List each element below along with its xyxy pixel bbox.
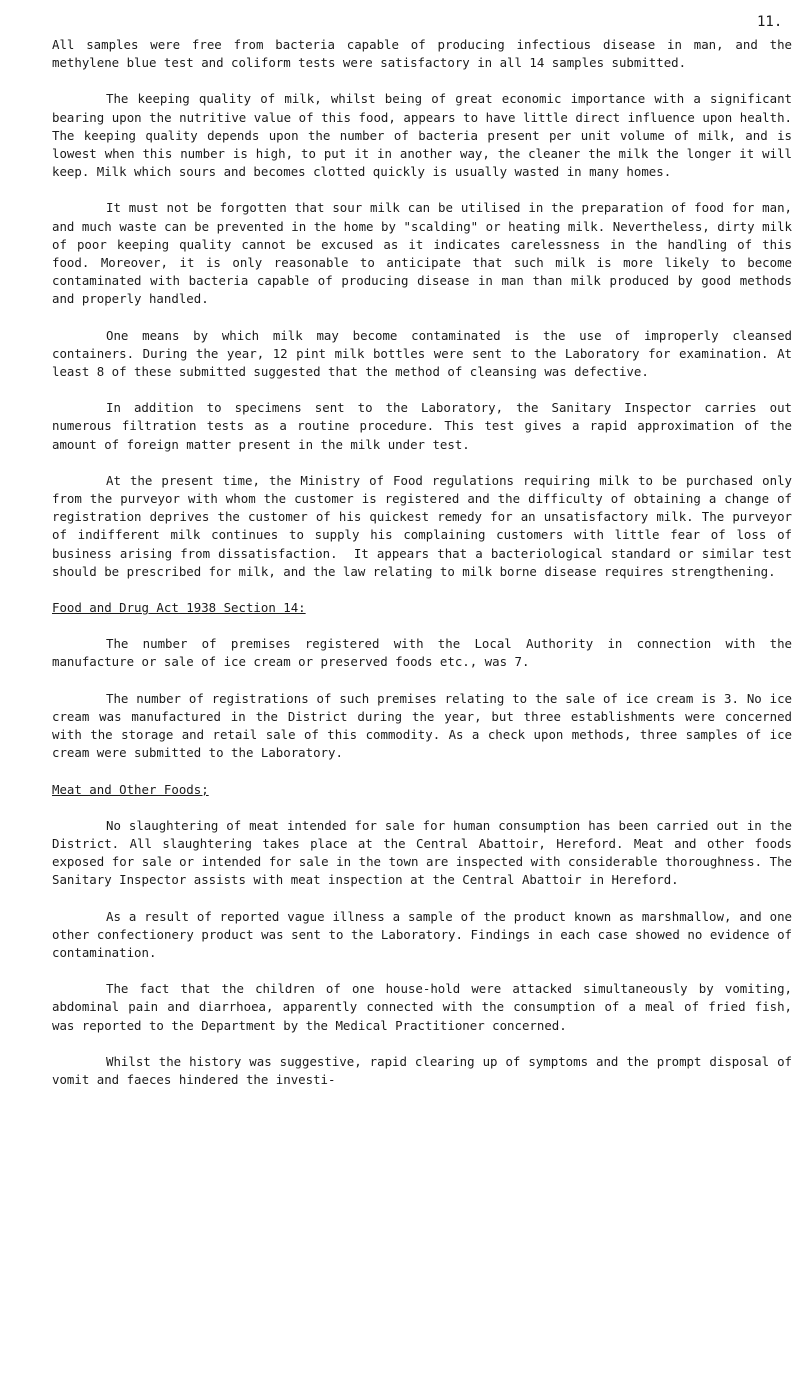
- paragraph-containers: One means by which milk may become contaminated is the use of improperly cleansed containers. During the year, 12 pint milk bottles were sent to the Laboratory for examination. At least 8 of these submitted suggested that the method of cleansing was defective.: [52, 327, 800, 380]
- paragraph-ice-cream: The number of registrations of such premises relating to the sale of ice cream is 3. No ice cream was manufactured in the District during the year, but three establishments were concerned with the storage and retail sale of this commodity. As a check upon methods, three samples of ice cream were submitted to the Laboratory.: [52, 690, 800, 761]
- paragraph-samples-result: All samples were free from bacteria capable of producing infectious disease in man, and the methylene blue test and coliform tests were satisfactory in all 14 samples submitted.: [52, 37, 800, 71]
- paragraph-history: Whilst the history was suggestive, rapid clearing up of symptoms and the prompt disposal of vomit and faeces hindered the investi-: [52, 1053, 800, 1087]
- paragraph-registered-premises: The number of premises registered with the Local Authority in connection with the manufacture or sale of ice cream or preserved foods etc., was 7.: [52, 636, 800, 670]
- section-heading-meat-foods: Meat and Other Foods;: [52, 781, 209, 797]
- paragraph-slaughtering: No slaughtering of meat intended for sale for human consumption has been carried out in the District. All slaughtering takes place at the Central Abattoir, Hereford. Meat and other foods exposed for sale or intended for sale in the town are inspected with considerable thoroughness. The Sanitary Inspector assists with meat inspection at the Central Abattoir in Hereford.: [52, 817, 800, 888]
- section-heading-food-drug-act: Food and Drug Act 1938 Section 14:: [52, 600, 306, 616]
- paragraph-ministry-regulations: At the present time, the Ministry of Food regulations requiring milk to be purchased only from the purveyor with whom the customer is registered and the difficulty of obtaining a change of registration deprives the customer of his quickest remedy for an unsatisfactory milk. The purveyor of indifferent milk continues to supply his complaining customers with little fear of loss of business arising from dissatisfaction. It appears that a bacteriological standard or similar test should be prescribed for milk, and the law relating to milk borne disease requires strengthening.: [52, 472, 800, 579]
- report-body: [52, 36, 800, 1107]
- paragraph-filtration-tests: In addition to specimens sent to the Laboratory, the Sanitary Inspector carries out numerous filtration tests as a routine procedure. This test gives a rapid approximation of the amount of foreign matter present in the milk under test.: [52, 400, 800, 452]
- paragraph-marshmallow: As a result of reported vague illness a sample of the product known as marshmallow, and one other confectionery product was sent to the Laboratory. Findings in each case showed no evidence of contamination.: [52, 908, 800, 960]
- paragraph-sour-milk: It must not be forgotten that sour milk can be utilised in the preparation of food for man, and much waste can be prevented in the home by "scalding" or heating milk. Nevertheless, dirty milk of poor keeping quality cannot be excused as it indicates carelessness in the handling of this food. Moreover, it is only reasonable to anticipate that such milk is more likely to become contaminated with bacteria capable of producing disease in man than milk produced by good methods and properly handled.: [52, 200, 800, 307]
- paragraph-household-illness: The fact that the children of one house-hold were attacked simultaneously by vomiting, abdominal pain and diarrhoea, apparently connected with the consumption of a meal of fried fish, was reported to the Department by the Medical Practitioner concerned.: [52, 981, 800, 1033]
- paragraph-keeping-quality: The keeping quality of milk, whilst being of great economic importance with a significant bearing upon the nutritive value of this food, appears to have little direct influence upon health. The keeping quality depends upon the number of bacteria present per unit volume of milk, and is lowest when this number is high, to put it in another way, the cleaner the milk the longer it will keep. Milk which sours and becomes clotted quickly is usually wasted in many homes.: [52, 91, 800, 180]
- page-number: 11.: [757, 14, 783, 30]
